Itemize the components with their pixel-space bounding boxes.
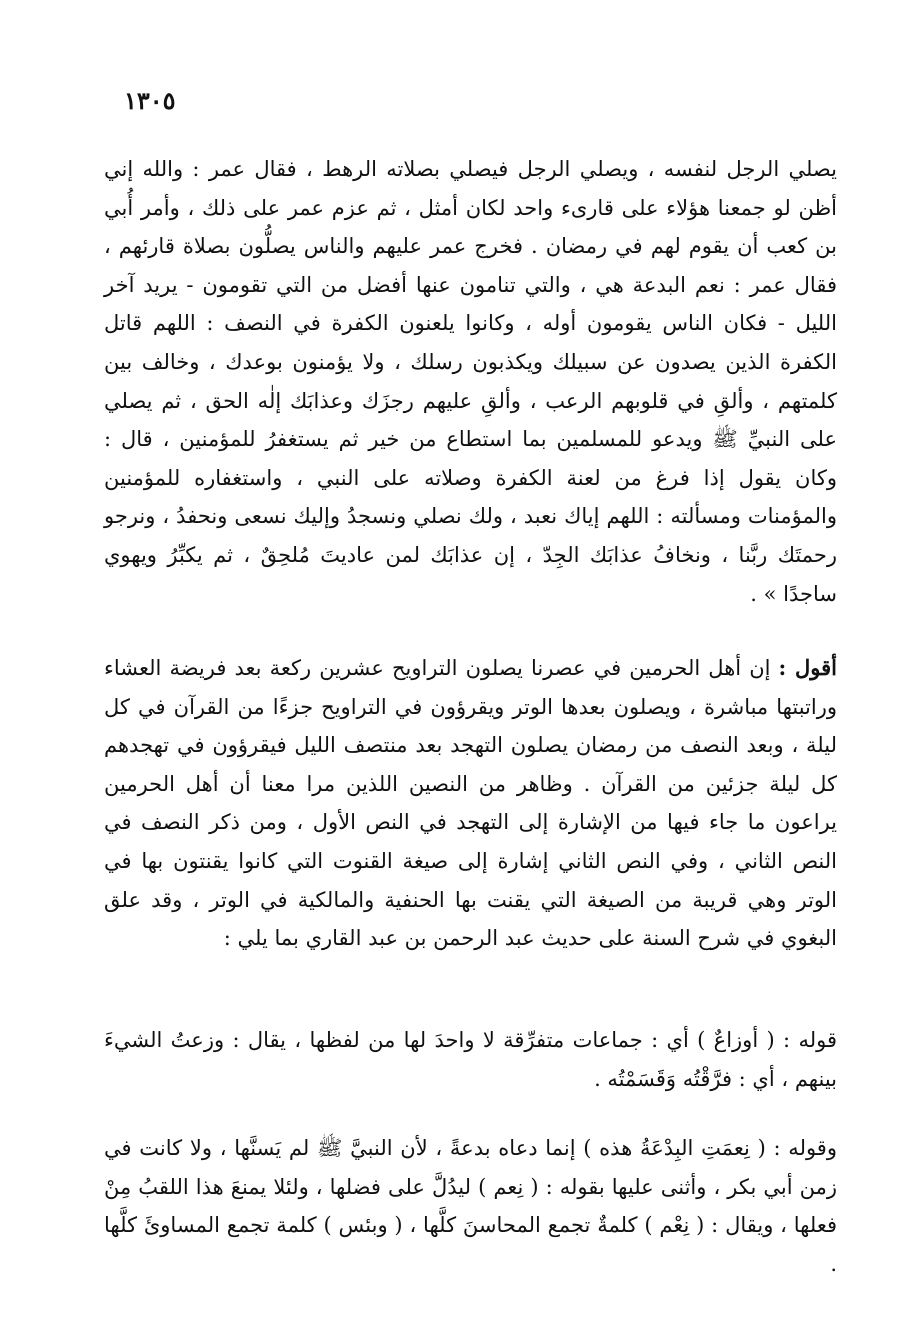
paragraph-awzaa-explanation — [104, 1021, 837, 1098]
paragraph-bidah-explanation — [104, 1129, 837, 1283]
paragraph-text: قوله : ( أوزاعٌ ) أي : جماعات متفرِّقة لا واحدَ لها من لفظها ، يقال : وزعتُ الشيءَ بينهم ، أي : فرَّقْتُه وَقَسَمْتُه . — [104, 1028, 837, 1091]
paragraph-text: إن أهل الحرمين في عصرنا يصلون التراويح عشرين ركعة بعد فريضة العشاء وراتبتها مباشرة ، ويصلون بعدها الوتر ويقرؤون في التراويح جزءًا من القرآن في كل ليلة ، وبعد النصف من رمضان يصلون التهجد بعد منتصف الليل فيقرؤون في تهجدهم كل ليلة جزئين من القرآن . وظاهر من النصين اللذين مرا معنا أن أهل الحرمين يراعون ما جاء فيها من الإشارة إلى التهجد في النص الأول ، ومن ذكر النصف في النص الثاني ، وفي النص الثاني إشارة إلى صيغة القنوت التي كانوا يقنتون بها في الوتر وهي قريبة من الصيغة التي يقنت بها الحنفية والمالكية في الوتر ، وقد علق البغوي في شرح السنة على حديث عبد الرحمن بن عبد القاري بما يلي : — [104, 656, 837, 951]
paragraph-hadith-continuation — [104, 150, 837, 613]
paragraph-text: وقوله : ( نِعمَتِ البِدْعَةُ هذه ) إنما دعاه بدعةً ، لأن النبيَّ ﷺ لم يَسنَّها ، ولا كانت في زمن أبي بكر ، وأثنى عليها بقوله : ( نِعم ) ليدُلَّ على فضلها ، ولئلا يمنعَ هذا اللقبُ مِنْ فعلها ، ويقال : ( نِعْم ) كلمةٌ تجمع المحاسنَ كلَّها ، ( وبئس ) كلمة تجمع المساوئَ كلَّها . — [104, 1136, 837, 1276]
paragraph-lead: أقول : — [778, 655, 838, 680]
paragraph-text: يصلي الرجل لنفسه ، ويصلي الرجل فيصلي بصلاته الرهط ، فقال عمر : والله إني أظن لو جمعنا هؤلاء على قارىء واحد لكان أمثل ، ثم عزم عمر على ذلك ، وأمر أُبي بن كعب أن يقوم لهم في رمضان . فخرج عمر عليهم والناس يصلُّون بصلاة قارئهم ، فقال عمر : نعم البدعة هي ، والتي تنامون عنها أفضل من التي تقومون - يريد آخر الليل - فكان الناس يقومون أوله ، وكانوا يلعنون الكفرة في النصف : اللهم قاتل الكفرة الذين يصدون عن سبيلك ويكذبون رسلك ، ولا يؤمنون بوعدك ، وخالف بين كلمتهم ، وألقِ في قلوبهم الرعب ، وألقِ عليهم رجزَك وعذابَك إلٰه الحق ، ثم يصلي على النبيِّ ﷺ ويدعو للمسلمين بما استطاع من خير ثم يستغفرُ للمؤمنين ، قال : وكان يقول إذا فرغ من لعنة الكفرة وصلاته على النبي ، واستغفاره للمؤمنين والمؤمنات ومسألته : اللهم إياك نعبد ، ولك نصلي ونسجدُ وإليك نسعى ونحفدُ ، ونرجو رحمتَك ربَّنا ، ونخافُ عذابَك الجِدّ ، إن عذابَك لمن عاديتَ مُلحِقٌ ، ثم يكبِّرُ ويهوي ساجدًا » . — [104, 157, 837, 606]
page-number: ١٣٠٥ — [124, 86, 176, 115]
paragraph-author-commentary — [104, 649, 837, 958]
